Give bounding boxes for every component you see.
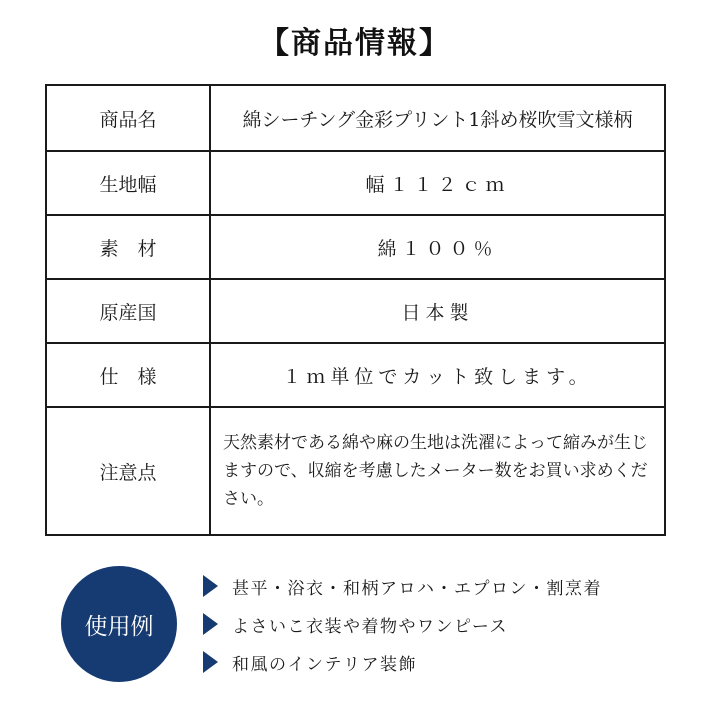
- usage-examples-badge: 使用例: [61, 566, 177, 682]
- row-label-fabric-width: 生地幅: [47, 152, 211, 214]
- table-row-caution: [47, 406, 664, 534]
- triangle-bullet-icon: [203, 575, 218, 597]
- usage-item: [203, 609, 508, 639]
- triangle-bullet-icon: [203, 651, 218, 673]
- table-row-material: [47, 214, 664, 278]
- triangle-bullet-icon: [203, 613, 218, 635]
- row-value-product-name: 綿シーチング金彩プリント1斜め桜吹雪文様柄: [242, 108, 633, 131]
- product-info-table: [45, 84, 666, 536]
- usage-item-text: 甚平・浴衣・和柄アロハ・エプロン・割烹着: [232, 578, 602, 599]
- row-label-specification: 仕 様: [47, 344, 211, 406]
- usage-item-text: 和風のインテリア装飾: [232, 654, 417, 675]
- table-row-fabric-width: [47, 150, 664, 214]
- row-value-specification: １ｍ単位でカット致します。: [282, 365, 593, 388]
- row-label-origin: 原産国: [47, 280, 211, 342]
- table-row-specification: [47, 342, 664, 406]
- row-label-product-name: 商品名: [47, 86, 211, 150]
- row-value-material: 綿１００％: [377, 237, 498, 260]
- usage-item-text: よさいこ衣装や着物やワンピース: [232, 616, 508, 637]
- page-title: 【商品情報】: [259, 26, 451, 61]
- table-row-origin: [47, 278, 664, 342]
- row-value-fabric-width: 幅１１２ｃｍ: [365, 173, 510, 196]
- row-label-caution: 注意点: [47, 408, 211, 534]
- row-label-material: 素 材: [47, 216, 211, 278]
- usage-item: [203, 571, 602, 601]
- usage-item: [203, 647, 417, 677]
- row-value-caution: 天然素材である綿や麻の生地は洗濯によって縮みが生じますので、収縮を考慮したメーター数をお買い求めください。: [223, 433, 648, 509]
- row-value-origin: 日本製: [401, 301, 474, 324]
- table-row-product-name: [47, 86, 664, 150]
